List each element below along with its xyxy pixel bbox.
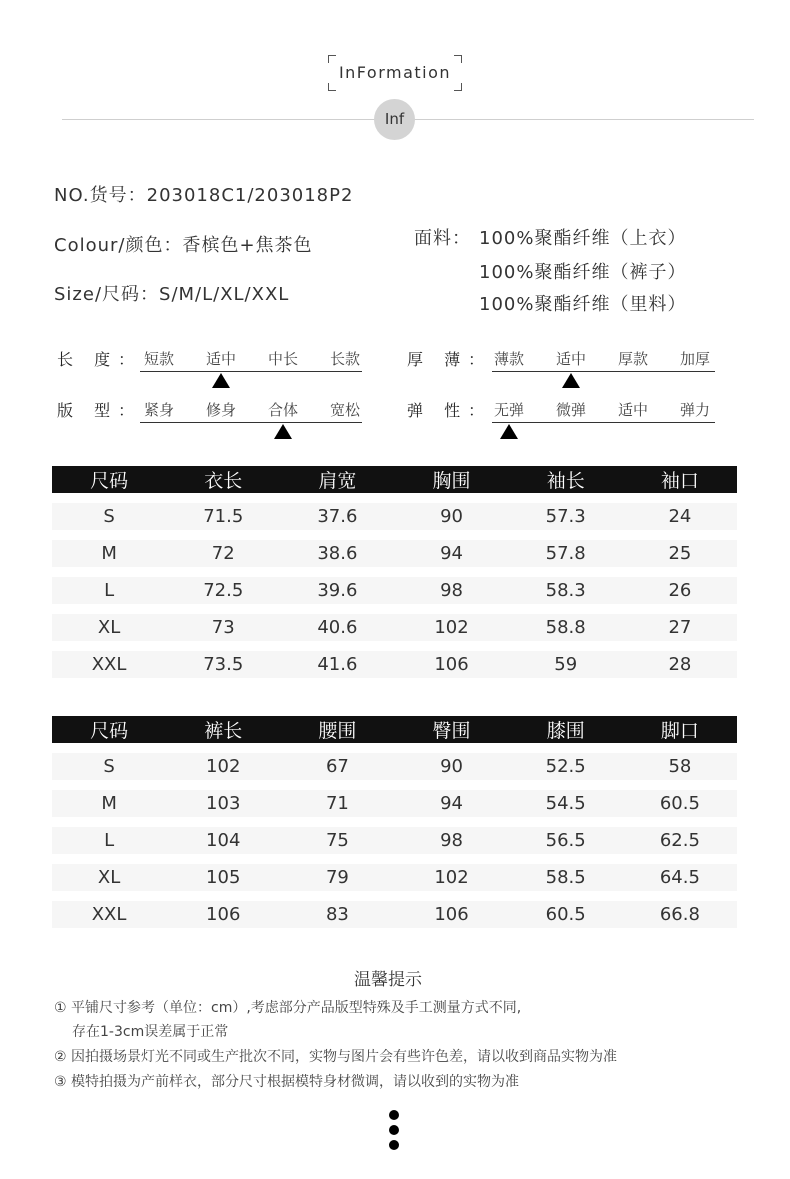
bottom-table-cell: XL — [52, 854, 166, 891]
bottom-table-cell: 62.5 — [623, 817, 737, 854]
top-table-cell: 73.5 — [166, 641, 280, 678]
top-size-table — [52, 466, 737, 678]
more-dot-3 — [389, 1140, 399, 1150]
bottom-header-cell: 脚口 — [623, 716, 737, 743]
bottom-table-cell: 58 — [623, 743, 737, 780]
top-header-cell: 尺码 — [52, 466, 166, 493]
length-scale-line — [140, 371, 362, 372]
top-table-cell: XXL — [52, 641, 166, 678]
top-table-cell: 102 — [394, 604, 508, 641]
top-table-cell: 94 — [394, 530, 508, 567]
bottom-table-cell: 56.5 — [509, 817, 623, 854]
bottom-table-row — [52, 780, 737, 817]
bottom-size-table — [52, 716, 737, 928]
top-table-cell: 28 — [623, 641, 737, 678]
top-table-cell: L — [52, 567, 166, 604]
fit-option: 宽松 — [329, 401, 360, 419]
fabric-label: 面料： — [414, 228, 471, 249]
fit-scale-label: 版 型： — [57, 401, 143, 420]
length-option: 短款 — [143, 350, 174, 368]
top-table-cell: 26 — [623, 567, 737, 604]
bottom-table-cell: 103 — [166, 780, 280, 817]
length-option: 长款 — [329, 350, 360, 368]
bottom-table-cell: 75 — [280, 817, 394, 854]
thickness-option: 薄款 — [493, 350, 524, 368]
top-table-cell: 41.6 — [280, 641, 394, 678]
thickness-option: 适中 — [555, 350, 586, 368]
bottom-table-cell: 105 — [166, 854, 280, 891]
top-table-cell: 73 — [166, 604, 280, 641]
bottom-header-cell: 膝围 — [509, 716, 623, 743]
bottom-table-row — [52, 891, 737, 928]
section-title: InFormation — [338, 63, 452, 82]
bottom-table-row — [52, 817, 737, 854]
top-header-cell: 肩宽 — [280, 466, 394, 493]
top-table-cell: 24 — [623, 493, 737, 530]
top-header-cell: 衣长 — [166, 466, 280, 493]
information-title-frame — [328, 55, 462, 91]
bottom-table-cell: L — [52, 817, 166, 854]
fabric-line-pants: 100%聚酯纤维（裤子） — [479, 262, 687, 283]
bottom-table-cell: 60.5 — [623, 780, 737, 817]
size-info: Size/尺码：S/M/L/XL/XXL — [54, 284, 290, 305]
length-scale-label: 长 度： — [57, 350, 143, 369]
top-table-row — [52, 530, 737, 567]
top-header-cell: 袖长 — [509, 466, 623, 493]
bottom-table-cell: 102 — [166, 743, 280, 780]
top-table-row — [52, 604, 737, 641]
thickness-scale-label: 厚 薄： — [407, 350, 493, 369]
top-table-cell: 57.3 — [509, 493, 623, 530]
bottom-table-cell: 90 — [394, 743, 508, 780]
bottom-table-cell: 83 — [280, 891, 394, 928]
fabric-line-top: 100%聚酯纤维（上衣） — [479, 228, 687, 249]
bottom-header-cell: 尺码 — [52, 716, 166, 743]
top-table-cell: 39.6 — [280, 567, 394, 604]
bottom-table-cell: 71 — [280, 780, 394, 817]
tip-note-1-cont: 存在1-3cm误差属于正常 — [72, 1024, 229, 1040]
top-table-cell: M — [52, 530, 166, 567]
top-table-cell: 37.6 — [280, 493, 394, 530]
tips-title: 温馨提示 — [354, 970, 422, 990]
thickness-scale-line — [492, 371, 715, 372]
tip-note-2: ② 因拍摄场景灯光不同或生产批次不同，实物与图片会有些许色差，请以收到商品实物为准 — [54, 1049, 617, 1065]
top-table-cell: XL — [52, 604, 166, 641]
more-dot-2 — [389, 1125, 399, 1135]
top-header-cell: 袖口 — [623, 466, 737, 493]
fit-scale-line — [140, 422, 362, 423]
elasticity-option: 无弹 — [493, 401, 524, 419]
top-table-cell: 58.8 — [509, 604, 623, 641]
thickness-selected-marker-icon — [562, 373, 580, 388]
tip-note-1: ① 平铺尺寸参考（单位：cm）,考虑部分产品版型特殊及手工测量方式不同, — [54, 1000, 522, 1016]
fabric-line-lining: 100%聚酯纤维（里料） — [479, 294, 687, 315]
elasticity-option: 微弹 — [555, 401, 586, 419]
fit-selected-marker-icon — [274, 424, 292, 439]
fit-option: 紧身 — [143, 401, 174, 419]
elasticity-option: 适中 — [617, 401, 648, 419]
bottom-table-cell: S — [52, 743, 166, 780]
elasticity-scale-label: 弹 性： — [407, 401, 493, 420]
fit-option: 修身 — [205, 401, 236, 419]
thickness-option: 厚款 — [617, 350, 648, 368]
top-table-cell: 27 — [623, 604, 737, 641]
top-table-row — [52, 567, 737, 604]
length-option: 中长 — [267, 350, 298, 368]
bottom-header-cell: 臀围 — [394, 716, 508, 743]
thickness-option: 加厚 — [679, 350, 710, 368]
bottom-table-cell: 98 — [394, 817, 508, 854]
bottom-table-cell: 64.5 — [623, 854, 737, 891]
bottom-table-row — [52, 743, 737, 780]
bottom-table-cell: 104 — [166, 817, 280, 854]
bottom-table-cell: 79 — [280, 854, 394, 891]
top-table-cell: 72 — [166, 530, 280, 567]
top-table-cell: 58.3 — [509, 567, 623, 604]
bottom-table-cell: 102 — [394, 854, 508, 891]
bottom-table-cell: 94 — [394, 780, 508, 817]
bottom-table-cell: 66.8 — [623, 891, 737, 928]
top-table-cell: 71.5 — [166, 493, 280, 530]
top-table-row — [52, 493, 737, 530]
top-table-cell: 98 — [394, 567, 508, 604]
bottom-table-cell: 54.5 — [509, 780, 623, 817]
length-selected-marker-icon — [212, 373, 230, 388]
bottom-table-cell: 106 — [166, 891, 280, 928]
top-table-cell: 90 — [394, 493, 508, 530]
bottom-table-row — [52, 854, 737, 891]
top-table-cell: 38.6 — [280, 530, 394, 567]
bottom-table-cell: 106 — [394, 891, 508, 928]
bottom-table-cell: M — [52, 780, 166, 817]
colour-info: Colour/颜色：香槟色+焦茶色 — [54, 235, 313, 256]
top-table-row — [52, 641, 737, 678]
length-option: 适中 — [205, 350, 236, 368]
top-table-cell: 25 — [623, 530, 737, 567]
bottom-table-cell: 58.5 — [509, 854, 623, 891]
more-dot-1 — [389, 1110, 399, 1120]
top-table-cell: 57.8 — [509, 530, 623, 567]
bottom-table-cell: 60.5 — [509, 891, 623, 928]
elasticity-scale-line — [492, 422, 715, 423]
bottom-header-cell: 裤长 — [166, 716, 280, 743]
top-table-cell: 59 — [509, 641, 623, 678]
top-table-cell: 72.5 — [166, 567, 280, 604]
bottom-table-cell: 67 — [280, 743, 394, 780]
bottom-table-cell: 52.5 — [509, 743, 623, 780]
elasticity-option: 弹力 — [679, 401, 710, 419]
bottom-table-cell: XXL — [52, 891, 166, 928]
tip-note-3: ③ 模特拍摄为产前样衣，部分尺寸根据模特身材微调，请以收到的实物为准 — [54, 1074, 519, 1090]
elasticity-selected-marker-icon — [500, 424, 518, 439]
info-badge: Inf — [374, 99, 415, 140]
top-table-cell: 106 — [394, 641, 508, 678]
bottom-header-cell: 腰围 — [280, 716, 394, 743]
item-number: NO.货号：203018C1/203018P2 — [54, 185, 354, 206]
fit-option: 合体 — [267, 401, 298, 419]
top-table-cell: 40.6 — [280, 604, 394, 641]
top-table-cell: S — [52, 493, 166, 530]
top-header-cell: 胸围 — [394, 466, 508, 493]
